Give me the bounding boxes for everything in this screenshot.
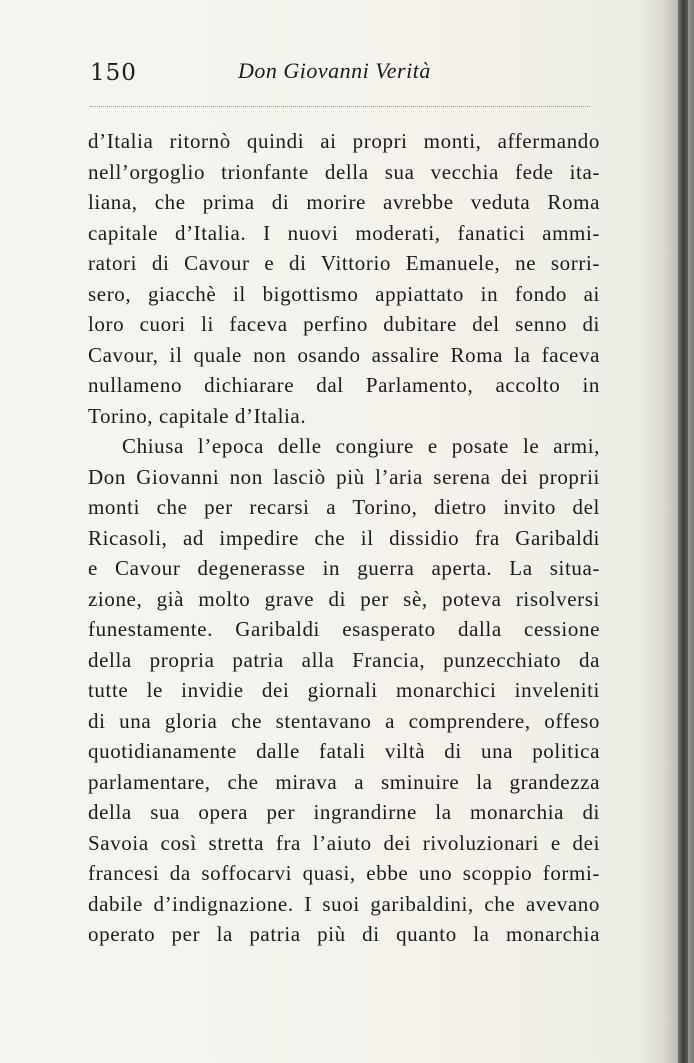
text-line: loro cuori li faceva perfino dubitare del senno di [88,312,600,336]
text-line: capitale d’Italia. I nuovi moderati, fanatici ammi- [88,220,600,245]
text-line: monti che per recarsi a Torino, dietro invito del [88,495,600,519]
header-rule [90,106,590,107]
text-line: ratori di Cavour e di Vittorio Emanuele, ne sorri- [88,251,600,275]
body-text [88,126,600,950]
text-line: tutte le invidie dei giornali monarchici inveleniti [88,678,600,702]
text-line: funestamente. Garibaldi esasperato dalla cessione [88,617,600,641]
text-line: Don Giovanni non lasciò più l’aria serena dei proprii [88,464,600,489]
text-line: parlamentare, che mirava a sminuire la grandezza [88,769,600,794]
text-line: di una gloria che stentavano a comprendere, offeso [88,708,600,733]
running-title: Don Giovanni Verità [238,58,431,83]
text-line: Chiusa l’epoca delle congiure e posate le armi, [122,434,600,458]
text-line: sero, giacchè il bigottismo appiattato in fondo ai [88,281,600,306]
text-line: della propria patria alla Francia, punzecchiato da [88,647,600,672]
text-line: dabile d’indignazione. I suoi garibaldini, che avevano [88,891,600,916]
text-line: d’Italia ritornò quindi ai propri monti, affermando [88,129,600,153]
text-line: nell’orgoglio trionfante della sua vecchia fede ita- [88,159,600,184]
text-line: zione, già molto grave di per sè, poteva risolversi [88,586,600,611]
book-spine-edge [678,0,688,1063]
text-line: operato per la patria più di quanto la monarchia [88,922,600,946]
text-line: Savoia così stretta fra l’aiuto dei rivoluzionari e dei [88,830,600,855]
text-line: nullameno dichiarare dal Parlamento, accolto in [88,373,600,397]
page-number: 150 [90,60,137,86]
text-line: quotidianamente dalle fatali viltà di una politica [88,739,600,763]
text-line: Ricasoli, ad impedire che il dissidio fra Garibaldi [88,525,600,550]
text-line: liana, che prima di morire avrebbe veduta Roma [88,190,600,214]
text-line: della sua opera per ingrandirne la monarchia di [88,800,600,824]
text-line: Cavour, il quale non osando assalire Roma la faceva [88,342,600,367]
text-line: e Cavour degenerasse in guerra aperta. La situa- [88,556,600,580]
text-line: Torino, capitale d’Italia. [88,403,307,428]
text-line: francesi da soffocarvi quasi, ebbe uno scoppio formi- [88,861,600,885]
page-header [90,58,600,92]
